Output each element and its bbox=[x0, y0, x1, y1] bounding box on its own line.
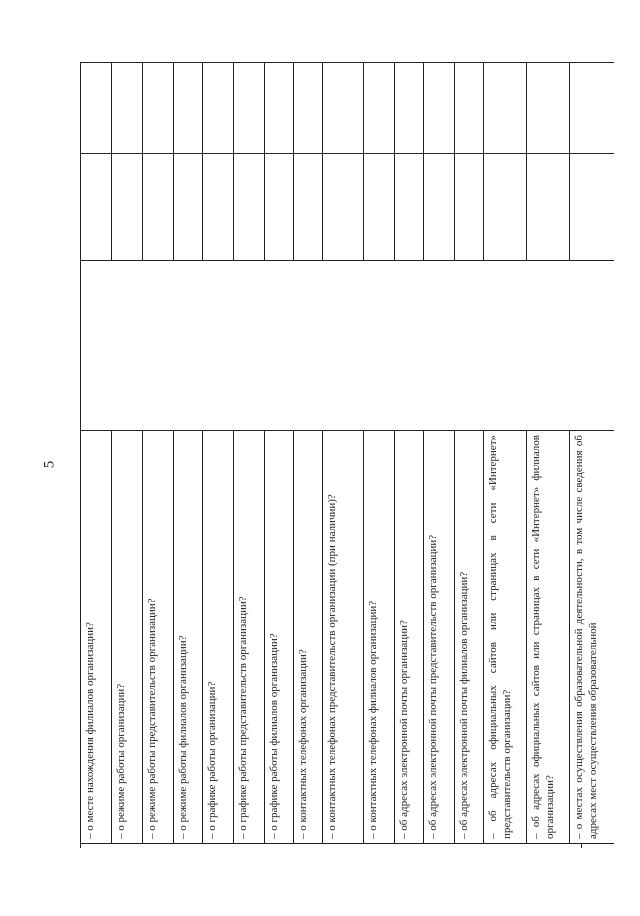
table-row bbox=[570, 63, 615, 844]
questionnaire-table-rotated bbox=[80, 63, 599, 848]
question-cell: – о контактных телефонах организации? bbox=[294, 431, 323, 844]
table-row bbox=[81, 63, 112, 844]
blank-cell bbox=[143, 63, 174, 154]
blank-cell bbox=[234, 154, 265, 261]
blank-cell bbox=[527, 63, 570, 154]
blank-cell bbox=[570, 154, 615, 261]
table-row bbox=[527, 63, 570, 844]
blank-cell bbox=[203, 63, 234, 154]
blank-cell bbox=[395, 63, 424, 154]
blank-cell bbox=[112, 154, 143, 261]
question-cell: – о режиме работы представительств организации? bbox=[143, 431, 174, 844]
question-cell: – о местах осуществления образовательной деятельности, в том числе сведения об адресах мест осуществления образовательной bbox=[570, 431, 615, 844]
blank-cell bbox=[265, 63, 294, 154]
table-row bbox=[234, 63, 265, 844]
question-cell: – о графике работы организации? bbox=[203, 431, 234, 844]
blank-cell bbox=[424, 154, 455, 261]
question-cell: – о режиме работы организации? bbox=[112, 431, 143, 844]
blank-cell bbox=[395, 154, 424, 261]
table-row bbox=[112, 63, 143, 844]
blank-cell bbox=[323, 63, 364, 154]
blank-cell bbox=[294, 154, 323, 261]
question-cell: – о графике работы филиалов организации? bbox=[265, 431, 294, 844]
question-cell: – об адресах электронной почты представительств организации? bbox=[424, 431, 455, 844]
table-row bbox=[174, 63, 203, 844]
table-row bbox=[323, 63, 364, 844]
blank-cell bbox=[174, 63, 203, 154]
blank-cell bbox=[424, 63, 455, 154]
blank-cell bbox=[174, 154, 203, 261]
blank-cell bbox=[364, 154, 395, 261]
question-cell: – о графике работы представительств организации? bbox=[234, 431, 265, 844]
question-cell: – об адресах официальных сайтов или страницах в сети «Интернет» филиалов организации? bbox=[527, 431, 570, 844]
blank-cell bbox=[81, 63, 112, 154]
answer-cell bbox=[81, 261, 615, 431]
question-cell: – о режиме работы филиалов организации? bbox=[174, 431, 203, 844]
blank-cell bbox=[484, 154, 527, 261]
blank-cell bbox=[294, 63, 323, 154]
blank-cell bbox=[455, 154, 484, 261]
table-row bbox=[203, 63, 234, 844]
blank-cell bbox=[323, 154, 364, 261]
table-row bbox=[294, 63, 323, 844]
blank-cell bbox=[527, 154, 570, 261]
question-cell: – об адресах официальных сайтов или страницах в сети «Интернет» представительств организации? bbox=[484, 431, 527, 844]
blank-cell bbox=[112, 63, 143, 154]
blank-cell bbox=[455, 63, 484, 154]
blank-cell bbox=[484, 63, 527, 154]
blank-cell bbox=[81, 154, 112, 261]
blank-cell bbox=[143, 154, 174, 261]
blank-cell bbox=[234, 63, 265, 154]
table-row bbox=[455, 63, 484, 844]
table-row bbox=[395, 63, 424, 844]
questionnaire-table bbox=[80, 62, 614, 844]
question-cell: – об адресах электронной почты организации? bbox=[395, 431, 424, 844]
question-cell: – о контактных телефонах филиалов организации? bbox=[364, 431, 395, 844]
blank-cell bbox=[203, 154, 234, 261]
table-row bbox=[143, 63, 174, 844]
blank-cell bbox=[570, 63, 615, 154]
question-cell: – о месте нахождения филиалов организации? bbox=[81, 431, 112, 844]
question-cell: – об адресах электронной почты филиалов организации? bbox=[455, 431, 484, 844]
blank-cell bbox=[364, 63, 395, 154]
table-row bbox=[364, 63, 395, 844]
table-row bbox=[424, 63, 455, 844]
questionnaire-table-region bbox=[80, 63, 599, 848]
table-row bbox=[265, 63, 294, 844]
table-row bbox=[484, 63, 527, 844]
question-cell: – о контактных телефонах представительств организации (при наличии)? bbox=[323, 431, 364, 844]
table-left-margin-column bbox=[80, 844, 582, 848]
blank-cell bbox=[265, 154, 294, 261]
page-number: 5 bbox=[41, 460, 58, 469]
